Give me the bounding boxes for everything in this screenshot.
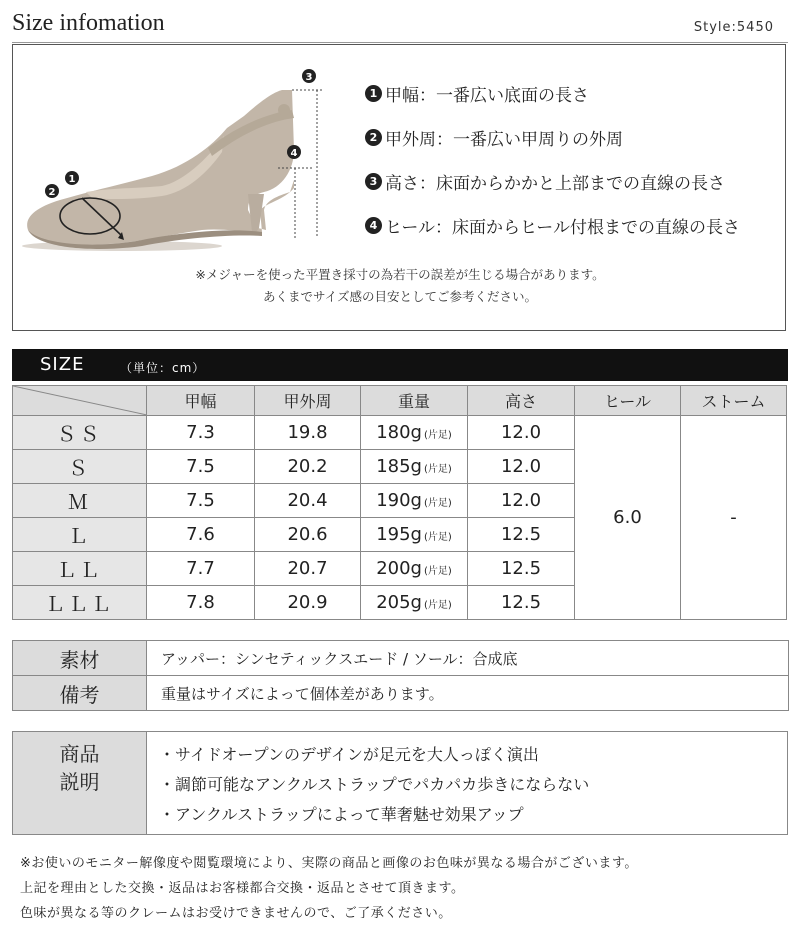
svg-text:4: 4	[290, 148, 298, 159]
header-divider	[12, 42, 788, 43]
legend-item-2	[365, 125, 623, 150]
weight-value: 195g	[376, 524, 422, 545]
heel-cell: 6.0	[575, 416, 681, 620]
remarks-label: 備考	[13, 676, 147, 711]
weight-value: 190g	[376, 490, 422, 511]
width-cell: 7.3	[147, 416, 255, 450]
product-description	[12, 731, 788, 835]
badge-2	[45, 184, 59, 198]
corner-cell	[13, 386, 147, 416]
column-header: ストーム	[681, 386, 787, 416]
shoe-illustration	[12, 60, 342, 260]
weight-suffix: (片足)	[423, 566, 452, 577]
size-section-title: SIZE	[40, 354, 85, 375]
width-cell: 7.6	[147, 518, 255, 552]
diagonal-line	[13, 386, 147, 415]
material-value: アッパー：シンセティックスエード / ソール：合成底	[147, 641, 789, 676]
size-table-header-row	[13, 386, 787, 416]
size-label: Ｍ	[13, 484, 147, 518]
legend-item-1	[365, 81, 589, 106]
measurement-note-2: あくまでサイズ感の目安としてご参考ください。	[262, 289, 537, 304]
remarks-value: 重量はサイズによって個体差があります。	[147, 676, 789, 711]
description-label	[13, 732, 147, 834]
weight-value: 185g	[376, 456, 422, 477]
number-badge: 4	[365, 217, 382, 234]
weight-cell	[361, 484, 468, 518]
girth-cell: 19.8	[255, 416, 361, 450]
height-cell: 12.0	[468, 416, 575, 450]
table-row	[13, 416, 787, 450]
badge-4	[287, 145, 301, 159]
column-header: 高さ	[468, 386, 575, 416]
storm-cell: -	[681, 416, 787, 620]
legend-text: 甲外周：一番広い甲周りの外周	[385, 130, 623, 150]
girth-cell: 20.2	[255, 450, 361, 484]
measurement-note-1: ※メジャーを使った平置き採寸の為若干の誤差が生じる場合があります。	[195, 267, 605, 282]
number-badge: 2	[365, 129, 382, 146]
girth-cell: 20.7	[255, 552, 361, 586]
list-item: ・サイドオープンのデザインが足元を大人っぽく演出	[159, 745, 539, 764]
weight-cell	[361, 518, 468, 552]
weight-suffix: (片足)	[423, 600, 452, 611]
column-header: ヒール	[575, 386, 681, 416]
weight-value: 200g	[376, 558, 422, 579]
width-cell: 7.5	[147, 484, 255, 518]
badge-1	[65, 171, 79, 185]
height-cell: 12.0	[468, 450, 575, 484]
number-badge: 1	[365, 85, 382, 102]
description-label-line1: 商品	[59, 742, 100, 766]
svg-text:1: 1	[68, 174, 76, 185]
number-badge: 3	[365, 173, 382, 190]
size-label: Ｌ	[13, 518, 147, 552]
legend-text: ヒール：床面からヒール付根までの直線の長さ	[385, 218, 740, 238]
footer-note-1: ※お使いのモニター解像度や閲覧環境により、実際の商品と画像のお色味が異なる場合がございます。	[20, 856, 638, 871]
weight-value: 205g	[376, 592, 422, 613]
size-label: ＬＬ	[13, 552, 147, 586]
height-cell: 12.5	[468, 586, 575, 620]
girth-cell: 20.6	[255, 518, 361, 552]
size-section-header	[12, 349, 788, 381]
column-header: 甲外周	[255, 386, 361, 416]
weight-suffix: (片足)	[423, 430, 452, 441]
weight-cell	[361, 586, 468, 620]
weight-cell	[361, 416, 468, 450]
material-table	[12, 640, 789, 711]
svg-text:2: 2	[48, 187, 56, 198]
girth-cell: 20.4	[255, 484, 361, 518]
girth-cell: 20.9	[255, 586, 361, 620]
width-cell: 7.5	[147, 450, 255, 484]
height-cell: 12.5	[468, 518, 575, 552]
legend-item-3	[365, 169, 725, 194]
height-cell: 12.5	[468, 552, 575, 586]
weight-value: 180g	[376, 422, 422, 443]
style-code: Style:5450	[693, 20, 774, 35]
legend-text: 甲幅：一番広い底面の長さ	[385, 86, 589, 106]
footer-note-2: 上記を理由とした交換・返品はお客様都合交換・返品とさせて頂きます。	[20, 881, 465, 896]
footer-note-3: 色味が異なる等のクレームはお受けできませんので、ご了承ください。	[20, 906, 452, 921]
badge-3	[302, 69, 316, 83]
size-label: ＬＬＬ	[13, 586, 147, 620]
width-cell: 7.8	[147, 586, 255, 620]
size-table	[12, 385, 787, 620]
weight-cell	[361, 450, 468, 484]
legend-text: 高さ：床面からかかと上部までの直線の長さ	[385, 174, 725, 194]
page-title: Size infomation	[12, 10, 165, 36]
legend-item-4	[365, 213, 740, 238]
svg-text:3: 3	[305, 72, 313, 83]
list-item: ・アンクルストラップによって華奢魅せ効果アップ	[159, 805, 524, 824]
column-header: 重量	[361, 386, 468, 416]
list-item: ・調節可能なアンクルストラップでパカパカ歩きにならない	[159, 775, 590, 794]
weight-suffix: (片足)	[423, 498, 452, 509]
remarks-row	[13, 676, 789, 711]
size-unit-label: （単位：cm）	[120, 361, 206, 375]
description-label-line2: 説明	[59, 770, 100, 794]
weight-suffix: (片足)	[423, 532, 452, 543]
weight-cell	[361, 552, 468, 586]
size-label: ＳＳ	[13, 416, 147, 450]
height-cell: 12.0	[468, 484, 575, 518]
width-cell: 7.7	[147, 552, 255, 586]
material-label: 素材	[13, 641, 147, 676]
weight-suffix: (片足)	[423, 464, 452, 475]
material-row	[13, 641, 789, 676]
column-header: 甲幅	[147, 386, 255, 416]
size-label: Ｓ	[13, 450, 147, 484]
